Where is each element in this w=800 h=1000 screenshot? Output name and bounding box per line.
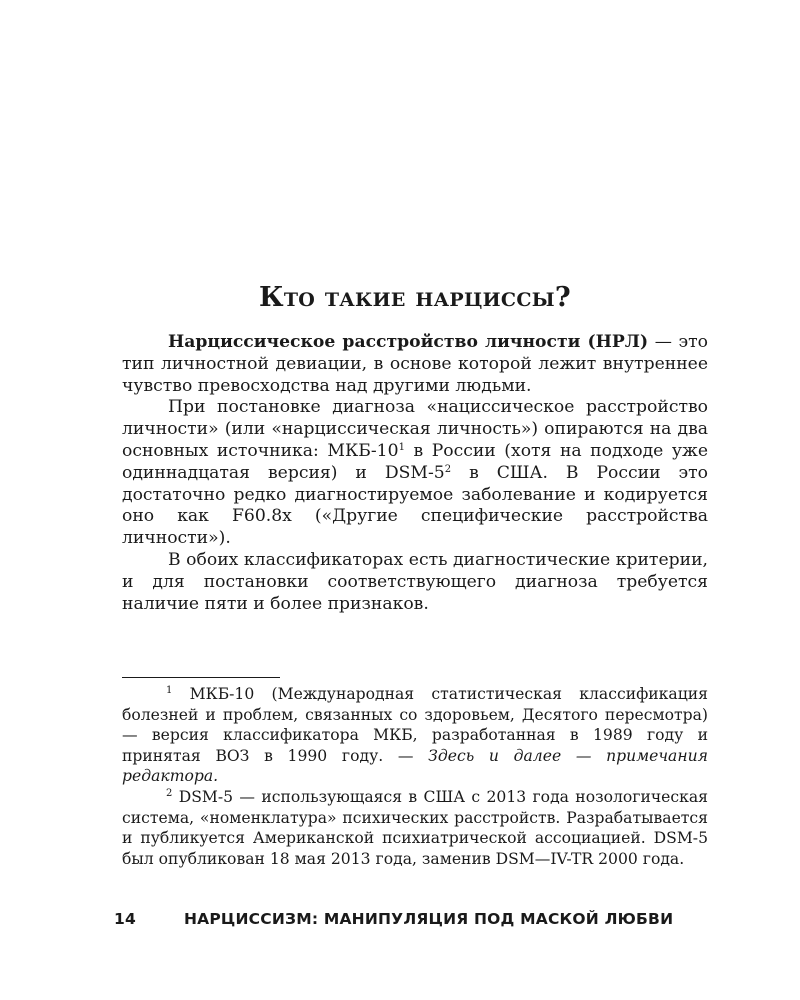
paragraph-criteria: В обоих классификаторах есть диагностические критерии, и для постановки соответствующего диагноза требуется наличие пяти и более признаков. xyxy=(122,549,708,614)
term-npd: Нарциссическое расстройство личности (НРЛ) xyxy=(168,332,649,352)
chapter-heading xyxy=(122,282,708,313)
paragraph-definition xyxy=(122,332,708,397)
book-page xyxy=(114,0,708,1000)
paragraph-diagnosis-part3: в США. В России это достаточно редко диагностируемое заболевание и кодируется оно как F60.8x («Другие специфические расстройства личности»). xyxy=(122,462,708,549)
footnote-2 xyxy=(122,787,708,869)
footnote-1-text: МКБ-10 (Международная статистическая классификация болезней и проблем, связанных со здоровьем, Десятого пересмотра) — версия классификатора МКБ, разработанная в 1989 году и принятая ВОЗ в 1990 году. — xyxy=(122,685,708,765)
footnote-number-1: 1 xyxy=(166,685,173,696)
heading-capital: К xyxy=(258,282,284,313)
footnote-1 xyxy=(122,684,708,787)
footnote-1-editor-note: Здесь и далее — примечания редактора. xyxy=(122,746,708,786)
page-number: 14 xyxy=(114,910,136,928)
footnote-divider xyxy=(122,677,280,678)
page-footer xyxy=(114,910,708,934)
footnote-ref-2[interactable]: 2 xyxy=(444,463,452,475)
heading-rest: то такие нарциссы? xyxy=(283,282,571,313)
footnote-number-2: 2 xyxy=(166,787,173,799)
footnote-2-text: DSM-5 — использующаяся в США с 2013 года нозологическая система, «номенклатура» психических расстройств. Разрабатывается и публикуется Американской психиатрической ассоциацией. DSM-5 был опубликован 18 мая 2013 года, заменив DSM—IV-TR 2000 года. xyxy=(122,787,708,868)
paragraph-diagnosis-part2: в России (хотя на подходе уже одиннадцатая версия) и DSM-5 xyxy=(122,440,708,483)
footnotes xyxy=(122,684,708,869)
paragraph-definition-text: — это тип личностной девиации, в основе которой лежит внутреннее чувство превосходства над другими людьми. xyxy=(122,332,708,396)
paragraph-diagnosis xyxy=(122,397,708,550)
paragraph-diagnosis-part1: При постановке диагноза «нациссическое расстройство личности» (или «нарциссическая личность») опираются на два основных источника: МКБ-10 xyxy=(122,397,708,461)
footnote-ref-1[interactable]: 1 xyxy=(398,441,405,453)
body-text xyxy=(122,332,708,615)
running-title: НАРЦИССИЗМ: МАНИПУЛЯЦИЯ ПОД МАСКОЙ ЛЮБВИ xyxy=(184,910,674,928)
